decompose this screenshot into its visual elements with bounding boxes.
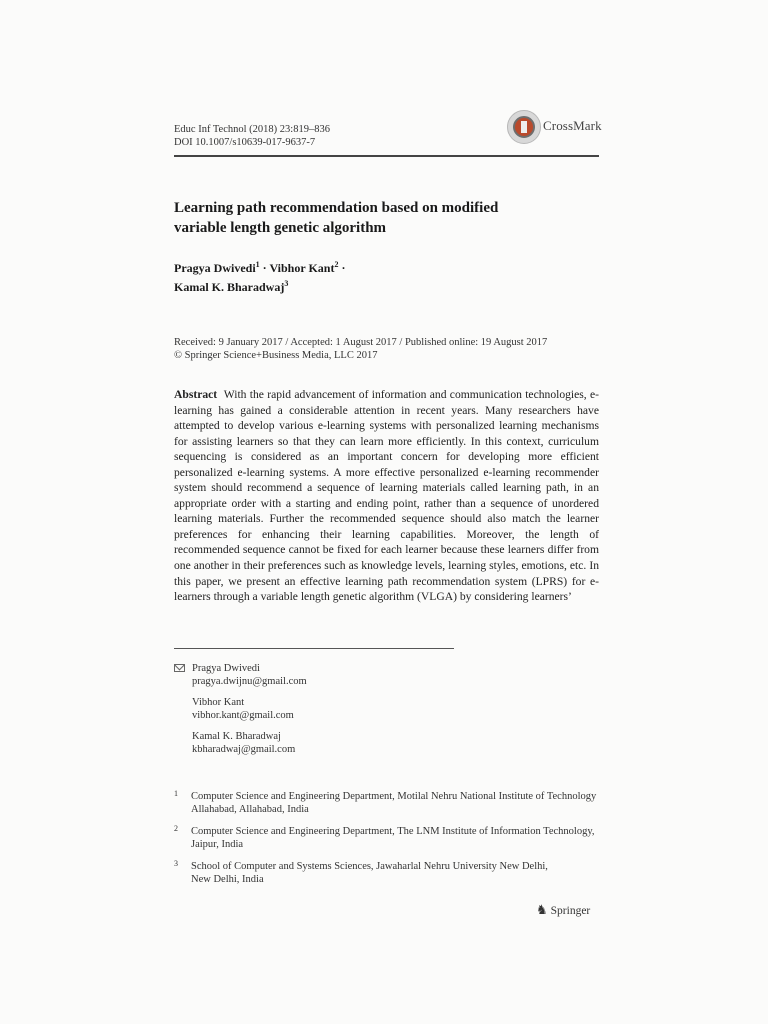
paper-title xyxy=(174,198,498,238)
crossmark-label: CrossMark xyxy=(543,118,602,133)
affiliation-item xyxy=(174,825,599,851)
author-name: Vibhor Kant xyxy=(269,261,335,275)
title-line-2: variable length genetic algorithm xyxy=(174,220,387,236)
author-affil-ref: 2 xyxy=(334,260,339,269)
author-affil-ref: 1 xyxy=(255,260,260,269)
title-line-1: Learning path recommendation based on modified xyxy=(174,200,499,216)
abstract-label: Abstract xyxy=(174,388,218,401)
contact-name: Vibhor Kant xyxy=(192,697,245,708)
footnote-rule xyxy=(174,648,454,649)
abstract xyxy=(174,387,599,605)
affiliation-line: Allahabad, Allahabad, India xyxy=(191,804,309,815)
envelope-icon xyxy=(174,664,185,672)
affiliation-list xyxy=(174,790,599,895)
contact-email[interactable]: kbharadwaj@gmail.com xyxy=(192,744,296,755)
copyright-line: © Springer Science+Business Media, LLC 2017 xyxy=(174,350,378,361)
journal-header xyxy=(174,123,330,149)
header-rule xyxy=(174,155,599,157)
author-separator: · xyxy=(259,261,270,275)
doi[interactable]: DOI 10.1007/s10639-017-9637-7 xyxy=(174,137,316,148)
publisher-name: Springer xyxy=(550,905,591,917)
affiliation-line: Computer Science and Engineering Department, Motilal Nehru National Institute of Technology xyxy=(191,791,597,802)
publication-dates xyxy=(174,336,547,362)
contact-entry xyxy=(174,730,307,756)
abstract-text: With the rapid advancement of information and communication technologies, e-learning has gained a considerable attention in recent years. Many researchers have attempted to develop various e-learning systems with personalized learning mechanisms for assisting learners so that they can learn more efficiently. In this context, curriculum sequencing is considered as an important concern for developing more efficient personalized e-learning systems. A more effective personalized e-learning recommender system should recommend a sequence of learning materials called learning path, in an appropriate order with a starting and ending point, rather than a sequence of unordered learning materials. Further the recommended sequence should also match the learner preferences for enhancing their learning capabilities. Moreover, the length of recommended sequence cannot be fixed for each learner because these learners differ from one another in their preferences such as knowledge levels, learning styles, emotions, etc. In this paper, we present an effective learning path recommendation system (LPRS) for e-learners through a variable length genetic algorithm (VLGA) by considering learners’ xyxy=(174,388,600,604)
affiliation-number: 3 xyxy=(174,859,178,868)
crossmark-icon xyxy=(507,110,541,144)
contact-list xyxy=(174,662,307,764)
publisher-logo xyxy=(536,902,590,918)
affiliation-line: Computer Science and Engineering Department, The LNM Institute of Information Technology, xyxy=(191,826,595,837)
affiliation-number: 1 xyxy=(174,789,178,798)
journal-citation: Educ Inf Technol (2018) 23:819–836 xyxy=(174,124,330,135)
affiliation-line: Jaipur, India xyxy=(191,839,244,850)
contact-entry xyxy=(174,662,307,688)
author-name: Pragya Dwivedi xyxy=(174,261,256,275)
affiliation-line: New Delhi, India xyxy=(191,874,264,885)
affiliation-number: 2 xyxy=(174,824,178,833)
contact-email[interactable]: vibhor.kant@gmail.com xyxy=(192,710,294,721)
author-name: Kamal K. Bharadwaj xyxy=(174,280,285,294)
contact-name: Pragya Dwivedi xyxy=(192,663,260,674)
contact-name: Kamal K. Bharadwaj xyxy=(192,731,281,742)
affiliation-item xyxy=(174,790,599,816)
dates-line: Received: 9 January 2017 / Accepted: 1 August 2017 / Published online: 19 August 2017 xyxy=(174,337,548,348)
author-list xyxy=(174,257,345,295)
affiliation-item xyxy=(174,860,599,886)
affiliation-line: School of Computer and Systems Sciences, Jawaharlal Nehru University New Delhi, xyxy=(191,861,548,872)
author-affil-ref: 3 xyxy=(284,279,289,288)
contact-email[interactable]: pragya.dwijnu@gmail.com xyxy=(192,676,307,687)
contact-entry xyxy=(174,696,307,722)
springer-horse-icon: ♞ xyxy=(536,902,548,917)
crossmark-badge[interactable] xyxy=(507,110,602,148)
author-separator: · xyxy=(338,261,346,275)
